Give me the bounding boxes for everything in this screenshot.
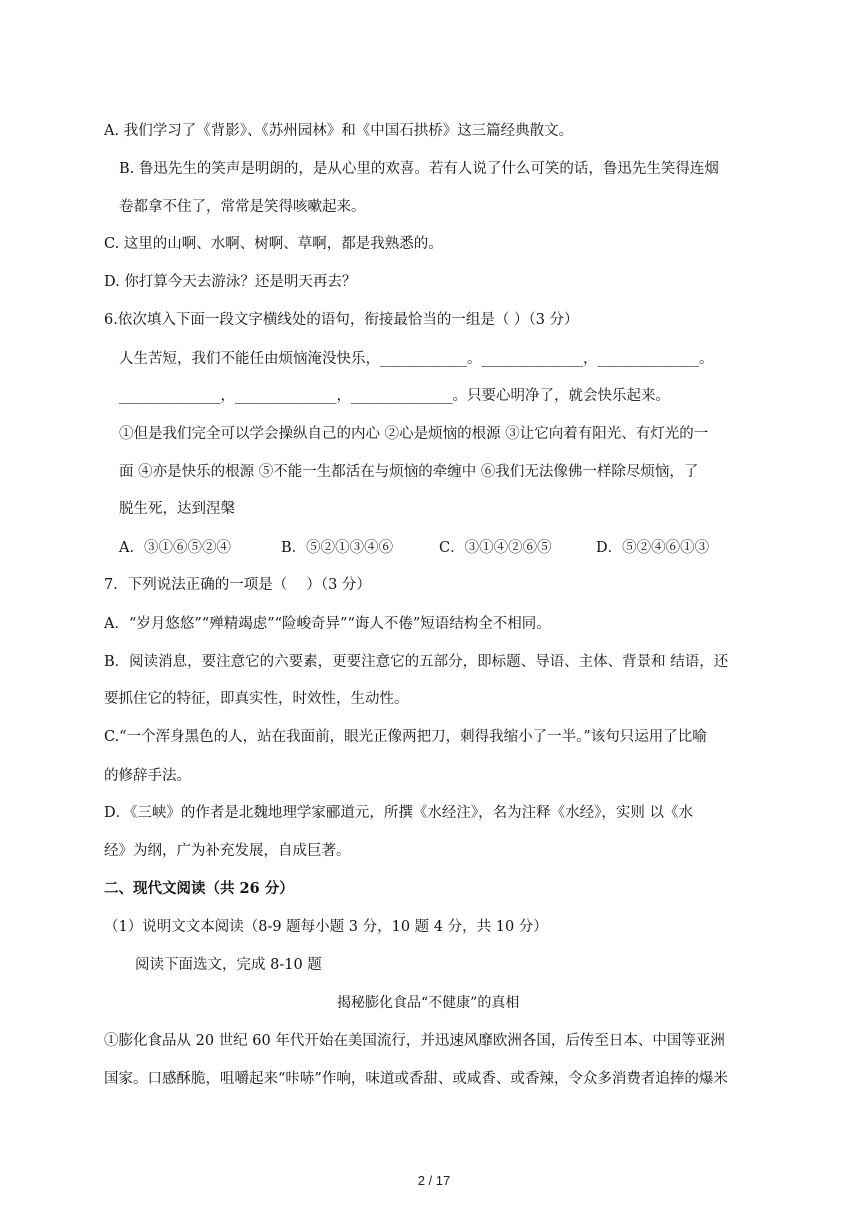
subsection-heading: （1）说明文文本阅读（8-9 题每小题 3 分，10 题 4 分，共 10 分）: [104, 919, 548, 935]
q7-stem: 7．下列说法正确的一项是（ ）（3 分）: [104, 577, 371, 593]
article-para1-line1: ①膨化食品从 20 世纪 60 年代开始在美国流行，并迅速风靡欧洲各国，后传至日本、中国等亚洲: [104, 1033, 725, 1049]
q7-option-b-line1: B．阅读消息，要注意它的六要素，更要注意它的五部分，即标题、导语、主体、背景和 结语，还: [104, 654, 729, 670]
q6-choice-b: B．⑤②①③④⑥: [281, 540, 394, 556]
article-title: 揭秘膨化食品“不健康”的真相: [337, 995, 520, 1011]
q6-items-line2: 面 ④亦是快乐的根源 ⑤不能一生都活在与烦恼的牵缠中 ⑥我们无法像佛一样除尽烦恼，了: [119, 464, 699, 480]
q6-passage-line2: ______________，______________，______________。只要心明净了，就会快乐起来。: [119, 388, 670, 404]
q6-stem: 6.依次填入下面一段文字横线处的语句，衔接最恰当的一组是（ ）（3 分）: [104, 312, 579, 328]
q5-option-d: D. 你打算今天去游泳？还是明天再去？: [104, 274, 357, 290]
article-para1-line2: 国家。口感酥脆，咀嚼起来“咔哧”作响，味道或香甜、或咸香、或香辣，令众多消费者追捧的爆米: [104, 1071, 728, 1087]
q7-option-a: A．“岁月悠悠”“殚精竭虑”“险峻奇异”“诲人不倦”短语结构全不相同。: [104, 616, 551, 632]
reading-instruction: 阅读下面选文，完成 8-10 题: [135, 957, 322, 973]
q5-option-a: A. 我们学习了《背影》、《苏州园林》和《中国石拱桥》这三篇经典散文。: [104, 123, 574, 139]
q6-passage-line1: 人生苦短，我们不能任由烦恼淹没快乐，____________。______________，______________。: [119, 351, 714, 367]
q5-option-b-line1: B. 鲁迅先生的笑声是明朗的，是从心里的欢喜。若有人说了什么可笑的话，鲁迅先生笑得连烟: [119, 161, 719, 177]
q6-choice-c: C．③①④②⑥⑤: [439, 540, 552, 556]
q7-option-d-line2: 经》为纲，广为补充发展，自成巨著。: [104, 843, 351, 859]
q6-items-line1: ①但是我们完全可以学会操纵自己的内心 ②心是烦恼的根源 ③让它向着有阳光、有灯光的一: [119, 426, 709, 442]
page-number: 2 / 17: [417, 1173, 451, 1188]
q5-option-b-line2: 卷都拿不住了，常常是笑得咳嗽起来。: [119, 199, 366, 215]
q7-option-b-line2: 要抓住它的特征，即真实性，时效性，生动性。: [104, 691, 409, 707]
q6-items-line3: 脱生死，达到涅槃: [119, 501, 235, 517]
q6-choice-d: D．⑤②④⑥①③: [596, 540, 710, 556]
q7-option-c-line1: C.“一个浑身黑色的人，站在我面前，眼光正像两把刀，刺得我缩小了一半。”该句只运用了比喻: [104, 729, 707, 745]
q7-option-d-line1: D．《三峡》的作者是北魏地理学家郦道元，所撰《水经注》，名为注释《水经》，实则 以《水: [104, 805, 693, 821]
q5-option-c: C. 这里的山啊、水啊、树啊、草啊，都是我熟悉的。: [104, 236, 443, 252]
section-heading: 二、现代文阅读（共 26 分）: [104, 880, 294, 897]
q7-option-c-line2: 的修辞手法。: [104, 768, 191, 784]
q6-choice-a: A．③①⑥⑤②④: [119, 540, 231, 556]
